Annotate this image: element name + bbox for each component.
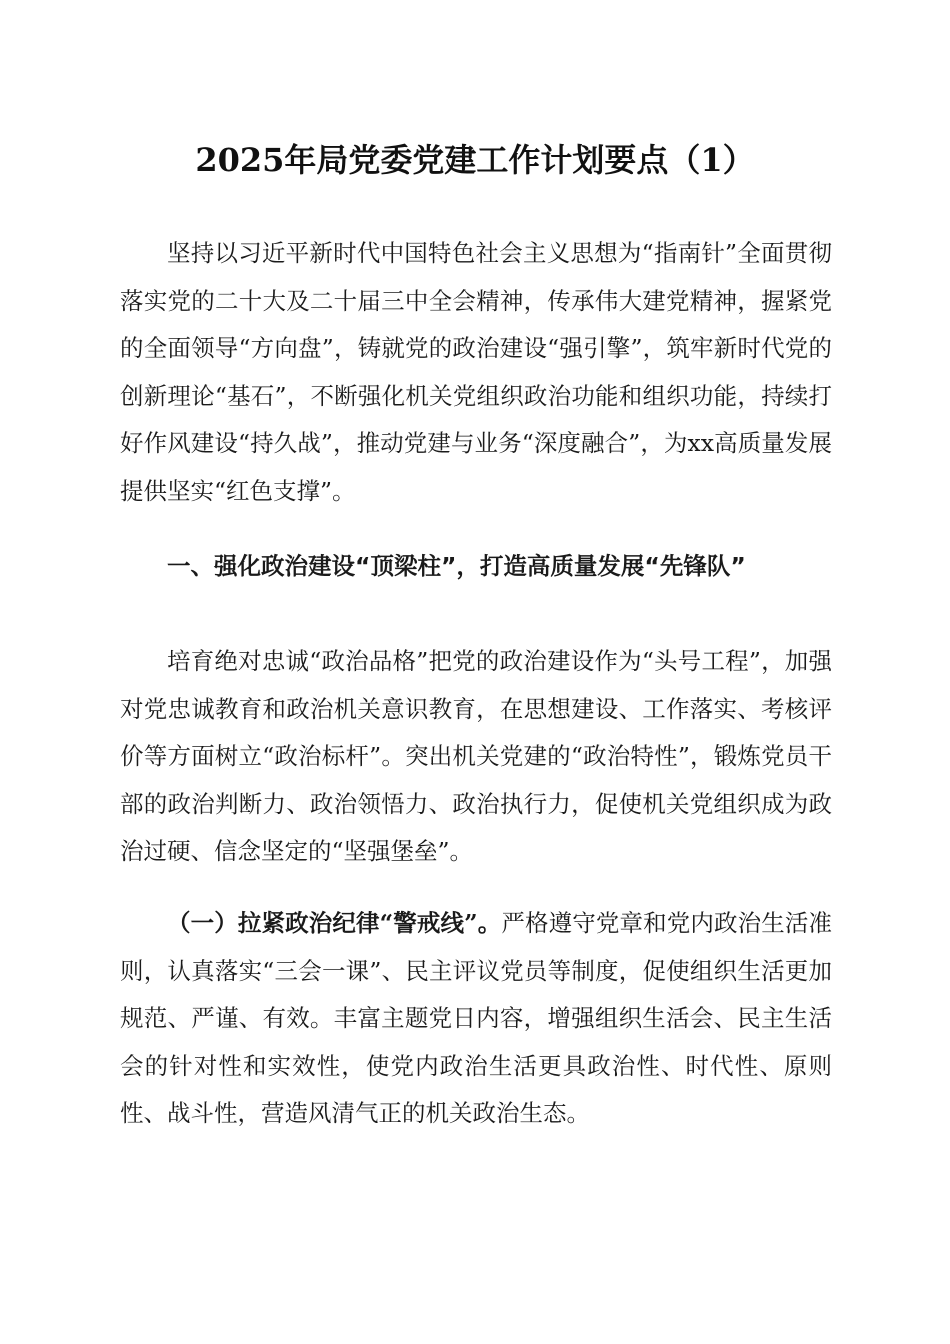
subsection-1-paragraph <box>120 900 832 1138</box>
intro-paragraph: 坚持以习近平新时代中国特色社会主义思想为“指南针”全面贯彻落实党的二十大及二十届三中全会精神，传承伟大建党精神，握紧党的全面领导“方向盘”，铸就党的政治建设“强引擎”，筑牢新时代党的创新理论“基石”，不断强化机关党组织政治功能和组织功能，持续打好作风建设“持久战”，推动党建与业务“深度融合”，为xx高质量发展提供坚实“红色支撑”。 <box>120 239 832 505</box>
subsection-1-lead: （一）拉紧政治纪律“警戒线”。 <box>167 909 502 937</box>
document-title: 2025年局党委党建工作计划要点（1） <box>195 141 755 179</box>
section-heading-1: 一、强化政治建设“顶梁柱”，打造高质量发展“先锋队” <box>167 552 746 580</box>
subsection-1-text: 严格遵守党章和党内政治生活准则，认真落实“三会一课”、民主评议党员等制度，促使组织生活更加规范、严谨、有效。丰富主题党日内容，增强组织生活会、民主生活会的针对性和实效性，使党内政治生活更具政治性、时代性、原则性、战斗性，营造风清气正的机关政治生态。 <box>120 909 832 1127</box>
section-1-paragraph: 培育绝对忠诚“政治品格”把党的政治建设作为“头号工程”，加强对党忠诚教育和政治机关意识教育，在思想建设、工作落实、考核评价等方面树立“政治标杆”。突出机关党建的“政治特性”，锻炼党员干部的政治判断力、政治领悟力、政治执行力，促使机关党组织成为政治过硬、信念坚定的“坚强堡垒”。 <box>120 647 832 865</box>
